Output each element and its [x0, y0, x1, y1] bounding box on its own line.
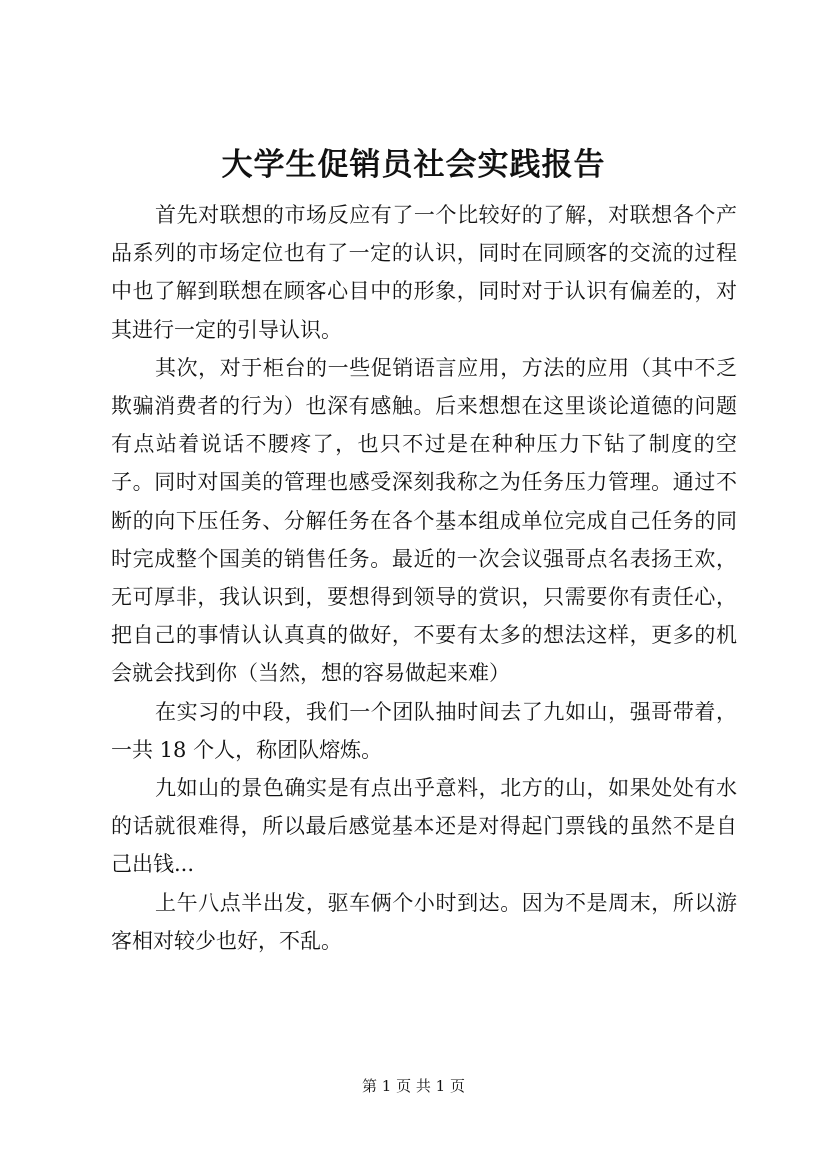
document-title: 大学生促销员社会实践报告	[221, 147, 606, 183]
paragraph-3: 在实习的中段，我们一个团队抽时间去了九如山，强哥带着，一共 18 个人，称团队熔炼。	[111, 699, 737, 762]
paragraph-5: 上午八点半出发，驱车俩个小时到达。因为不是周末，所以游客相对较少也好，不乱。	[111, 890, 737, 953]
paragraph-4: 九如山的景色确实是有点出乎意料，北方的山，如果处处有水的话就很难得，所以最后感觉基本还是对得起门票钱的虽然不是自己出钱...	[111, 776, 737, 877]
paragraph-1: 首先对联想的市场反应有了一个比较好的了解，对联想各个产品系列的市场定位也有了一定的认识，同时在同顾客的交流的过程中也了解到联想在顾客心目中的形象，同时对于认识有偏差的，对其进行一定的引导认识。	[111, 203, 737, 342]
page-number-footer: 第 1 页 共 1 页	[362, 1077, 465, 1095]
paragraph-2: 其次，对于柜台的一些促销语言应用，方法的应用（其中不乏欺骗消费者的行为）也深有感触。后来想想在这里谈论道德的问题有点站着说话不腰疼了，也只不过是在种种压力下钻了制度的空子。同时对国美的管理也感受深刻我称之为任务压力管理。通过不断的向下压任务、分解任务在各个基本组成单位完成自己任务的同时完成整个国美的销售任务。最近的一次会议强哥点名表扬王欢，无可厚非，我认识到，要想得到领导的赏识，只需要你有责任心，把自己的事情认认真真的做好，不要有太多的想法这样，更多的机会就会找到你（当然，想的容易做起来难）	[111, 355, 737, 686]
document-body	[111, 196, 737, 960]
